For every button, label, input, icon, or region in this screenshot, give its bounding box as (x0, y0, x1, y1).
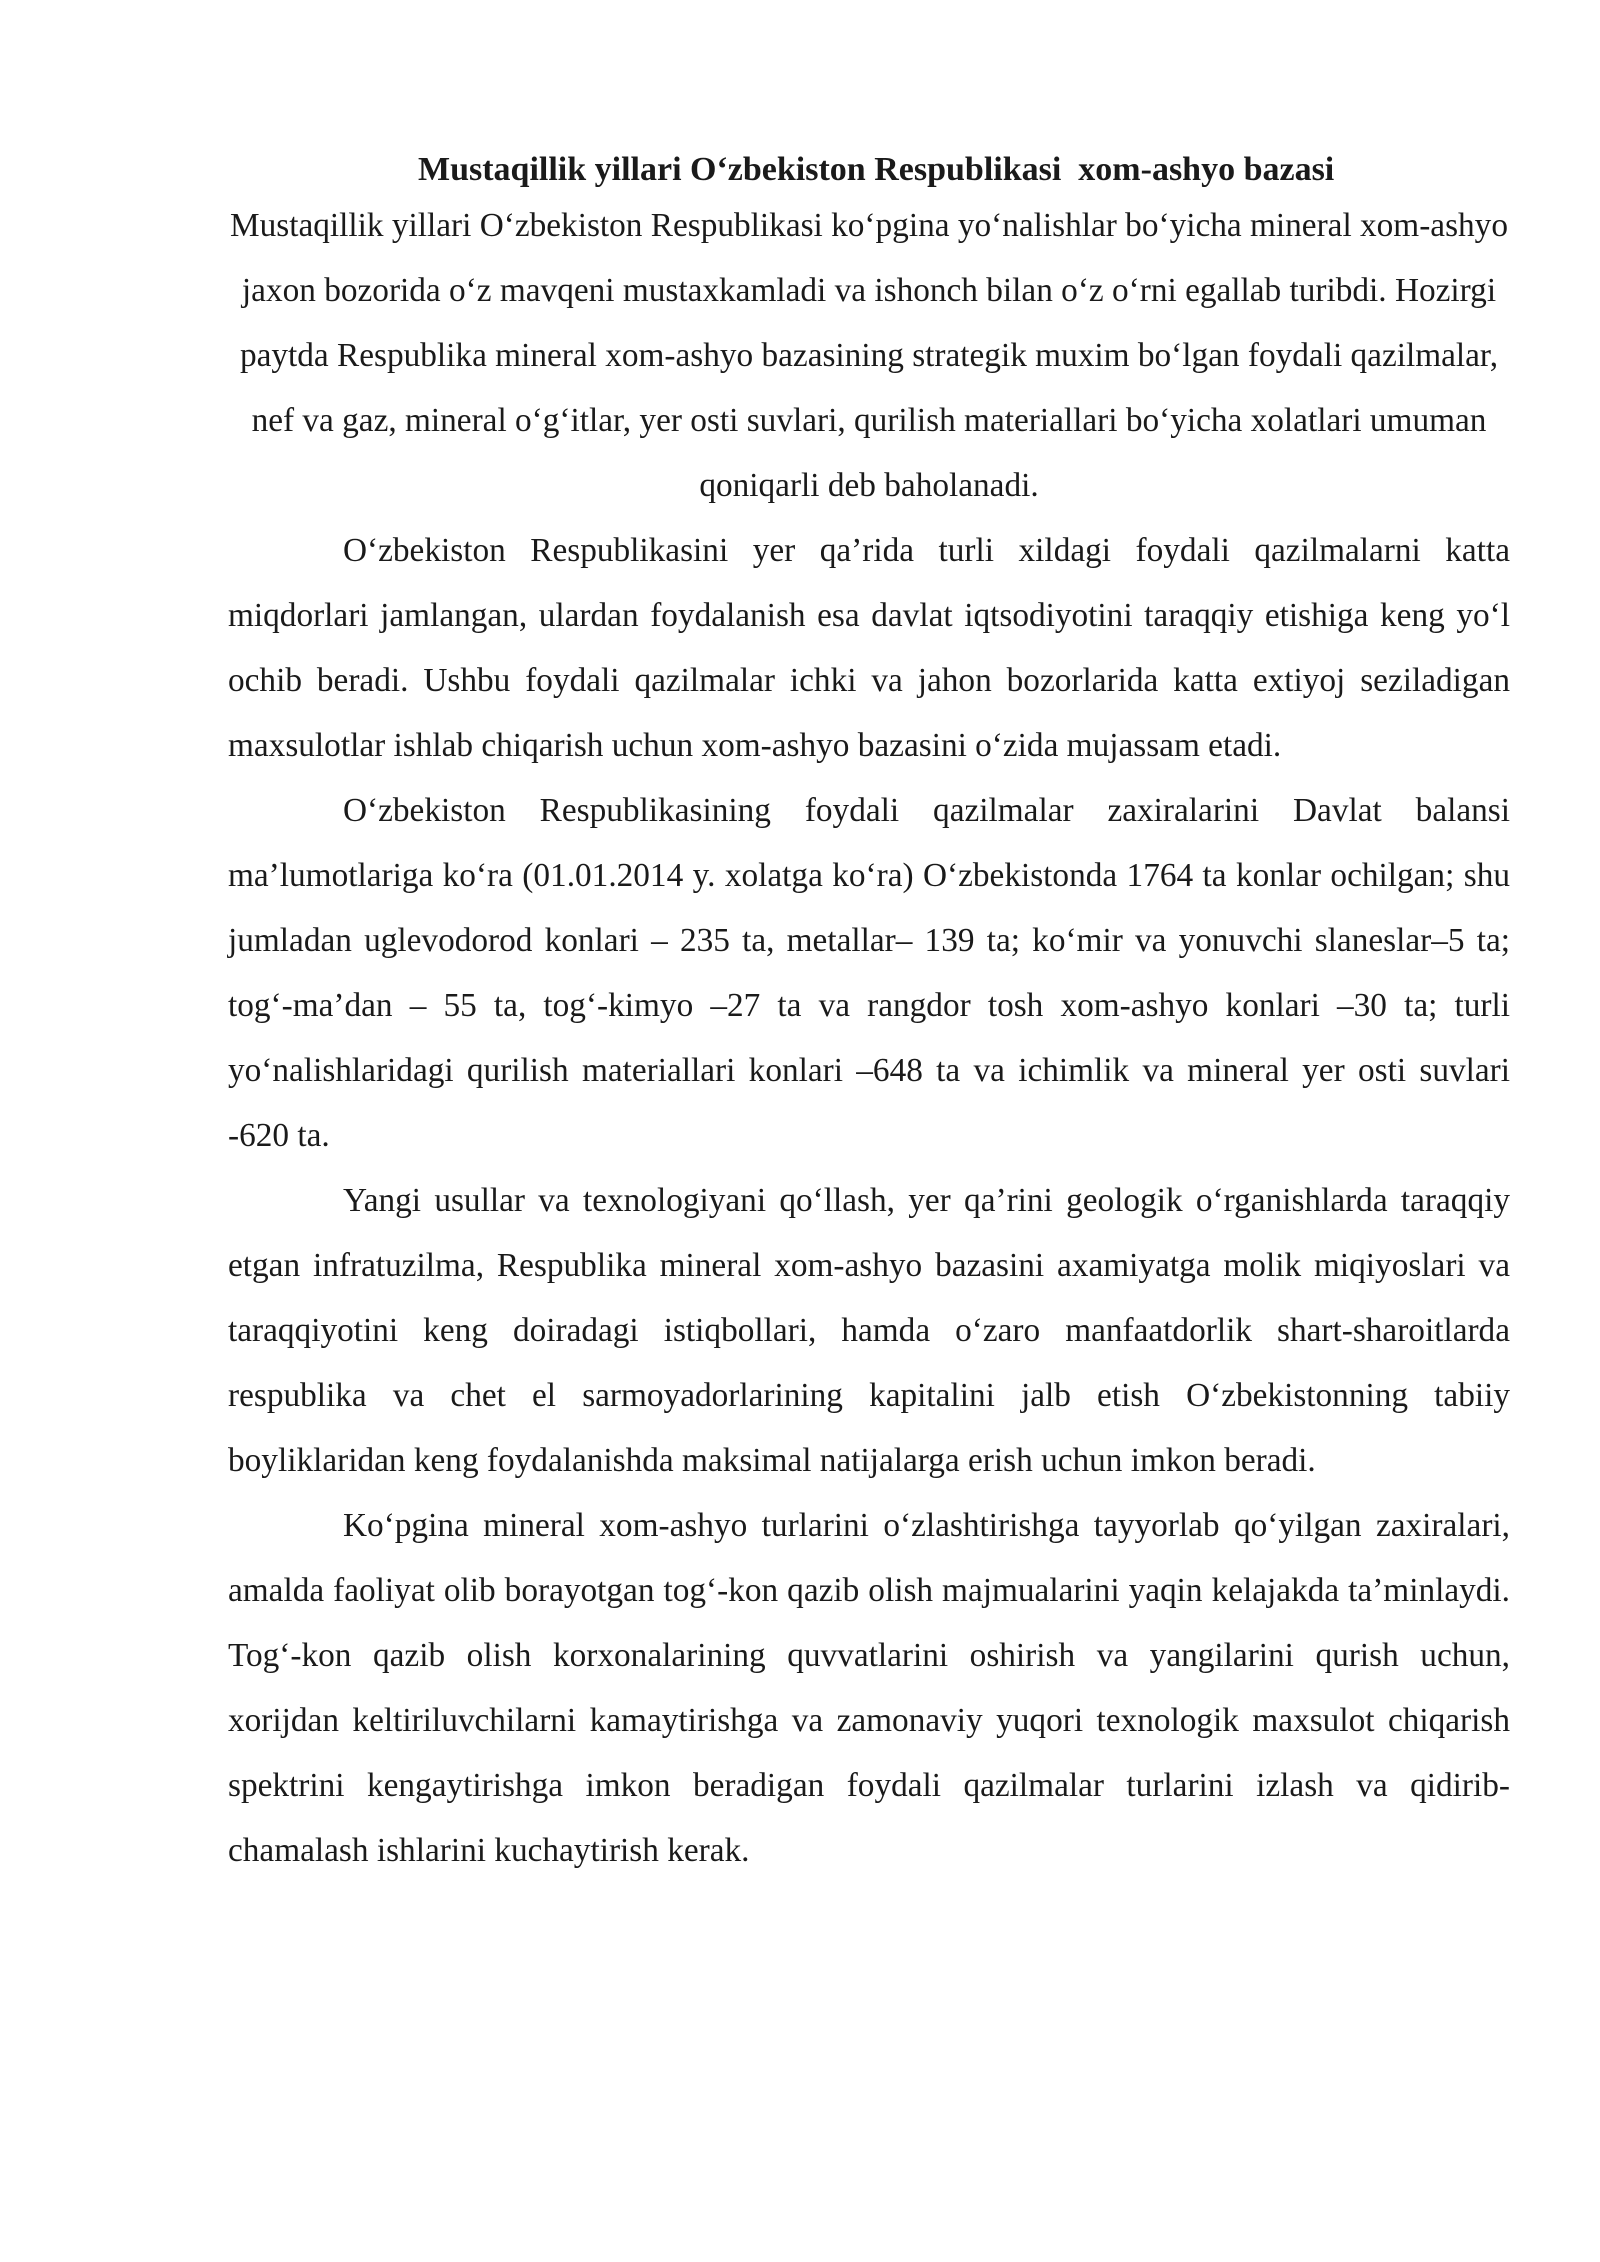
body-paragraph-4: Ko‘pgina mineral xom-ashyo turlarini o‘zlashtirishga tayyorlab qo‘yilgan zaxiralari, amalda faoliyat olib borayotgan tog‘-kon qazib olish majmualarini yaqin kelajakda ta’minlaydi. Tog‘-kon qazib olish korxonalarining quvvatlarini oshirish va yangilarini qurish uchun, xorijdan keltiriluvchilarni kamaytirishga va zamonaviy yuqori texnologik maxsulot chiqarish spektrini kengaytirishga imkon beradigan foydali qazilmalar turlarini izlash va qidirib-chamalash ishlarini kuchaytirish kerak. (228, 1507, 1510, 1869)
body-paragraph-3: Yangi usullar va texnologiyani qo‘llash, yer qa’rini geologik o‘rganishlarda taraqqiy etgan infratuzilma, Respublika mineral xom-ashyo bazasini axamiyatga molik miqiyoslari va taraqqiyotini keng doiradagi istiqbollari, hamda o‘zaro manfaatdorlik shart-sharoitlarda respublika va chet el sarmoyadorlarining kapitalini jalb etish O‘zbekistonning tabiiy boyliklaridan keng foydalanishda maksimal natijalarga erish uchun imkon beradi. (228, 1182, 1510, 1479)
body-paragraph-1: O‘zbekiston Respublikasini yer qa’rida turli xildagi foydali qazilmalarni katta miqdorlari jamlangan, ulardan foydalanish esa davlat iqtsodiyotini taraqqiy etishiga keng yo‘l ochib beradi. Ushbu foydali qazilmalar ichki va jahon bozorlarida katta extiyoj seziladigan maxsulotlar ishlab chiqarish uchun xom-ashyo bazasini o‘zida mujassam etadi. (228, 532, 1510, 764)
intro-paragraph: Mustaqillik yillari O‘zbekiston Respublikasi ko‘pgina yo‘nalishlar bo‘yicha mineral xom-ashyo jaxon bozorida o‘z mavqeni mustaxkamladi va ishonch bilan o‘z o‘rni egallab turibdi. Hozirgi paytda Respublika mineral xom-ashyo bazasining strategik muxim bo‘lgan foydali qazilmalar, nef va gaz, mineral o‘g‘itlar, yer osti suvlari, qurilish materiallari bo‘yicha xolatlari umuman qoniqarli deb baholanadi. (230, 207, 1508, 504)
document-title: Mustaqillik yillari O‘zbekiston Respublikasi xom-ashyo bazasi (418, 151, 1335, 188)
body-paragraph-2: O‘zbekiston Respublikasining foydali qazilmalar zaxiralarini Davlat balansi ma’lumotlariga ko‘ra (01.01.2014 y. xolatga ko‘ra) O‘zbekistonda 1764 ta konlar ochilgan; shu jumladan uglevodorod konlari – 235 ta, metallar– 139 ta; ko‘mir va yonuvchi slaneslar–5 ta; tog‘-ma’dan – 55 ta, tog‘-kimyo –27 ta va rangdor tosh xom-ashyo konlari –30 ta; turli yo‘nalishlaridagi qurilish materiallari konlari –648 ta va ichimlik va mineral yer osti suvlari -620 ta. (228, 792, 1510, 1154)
document-page (228, 130, 1510, 2130)
